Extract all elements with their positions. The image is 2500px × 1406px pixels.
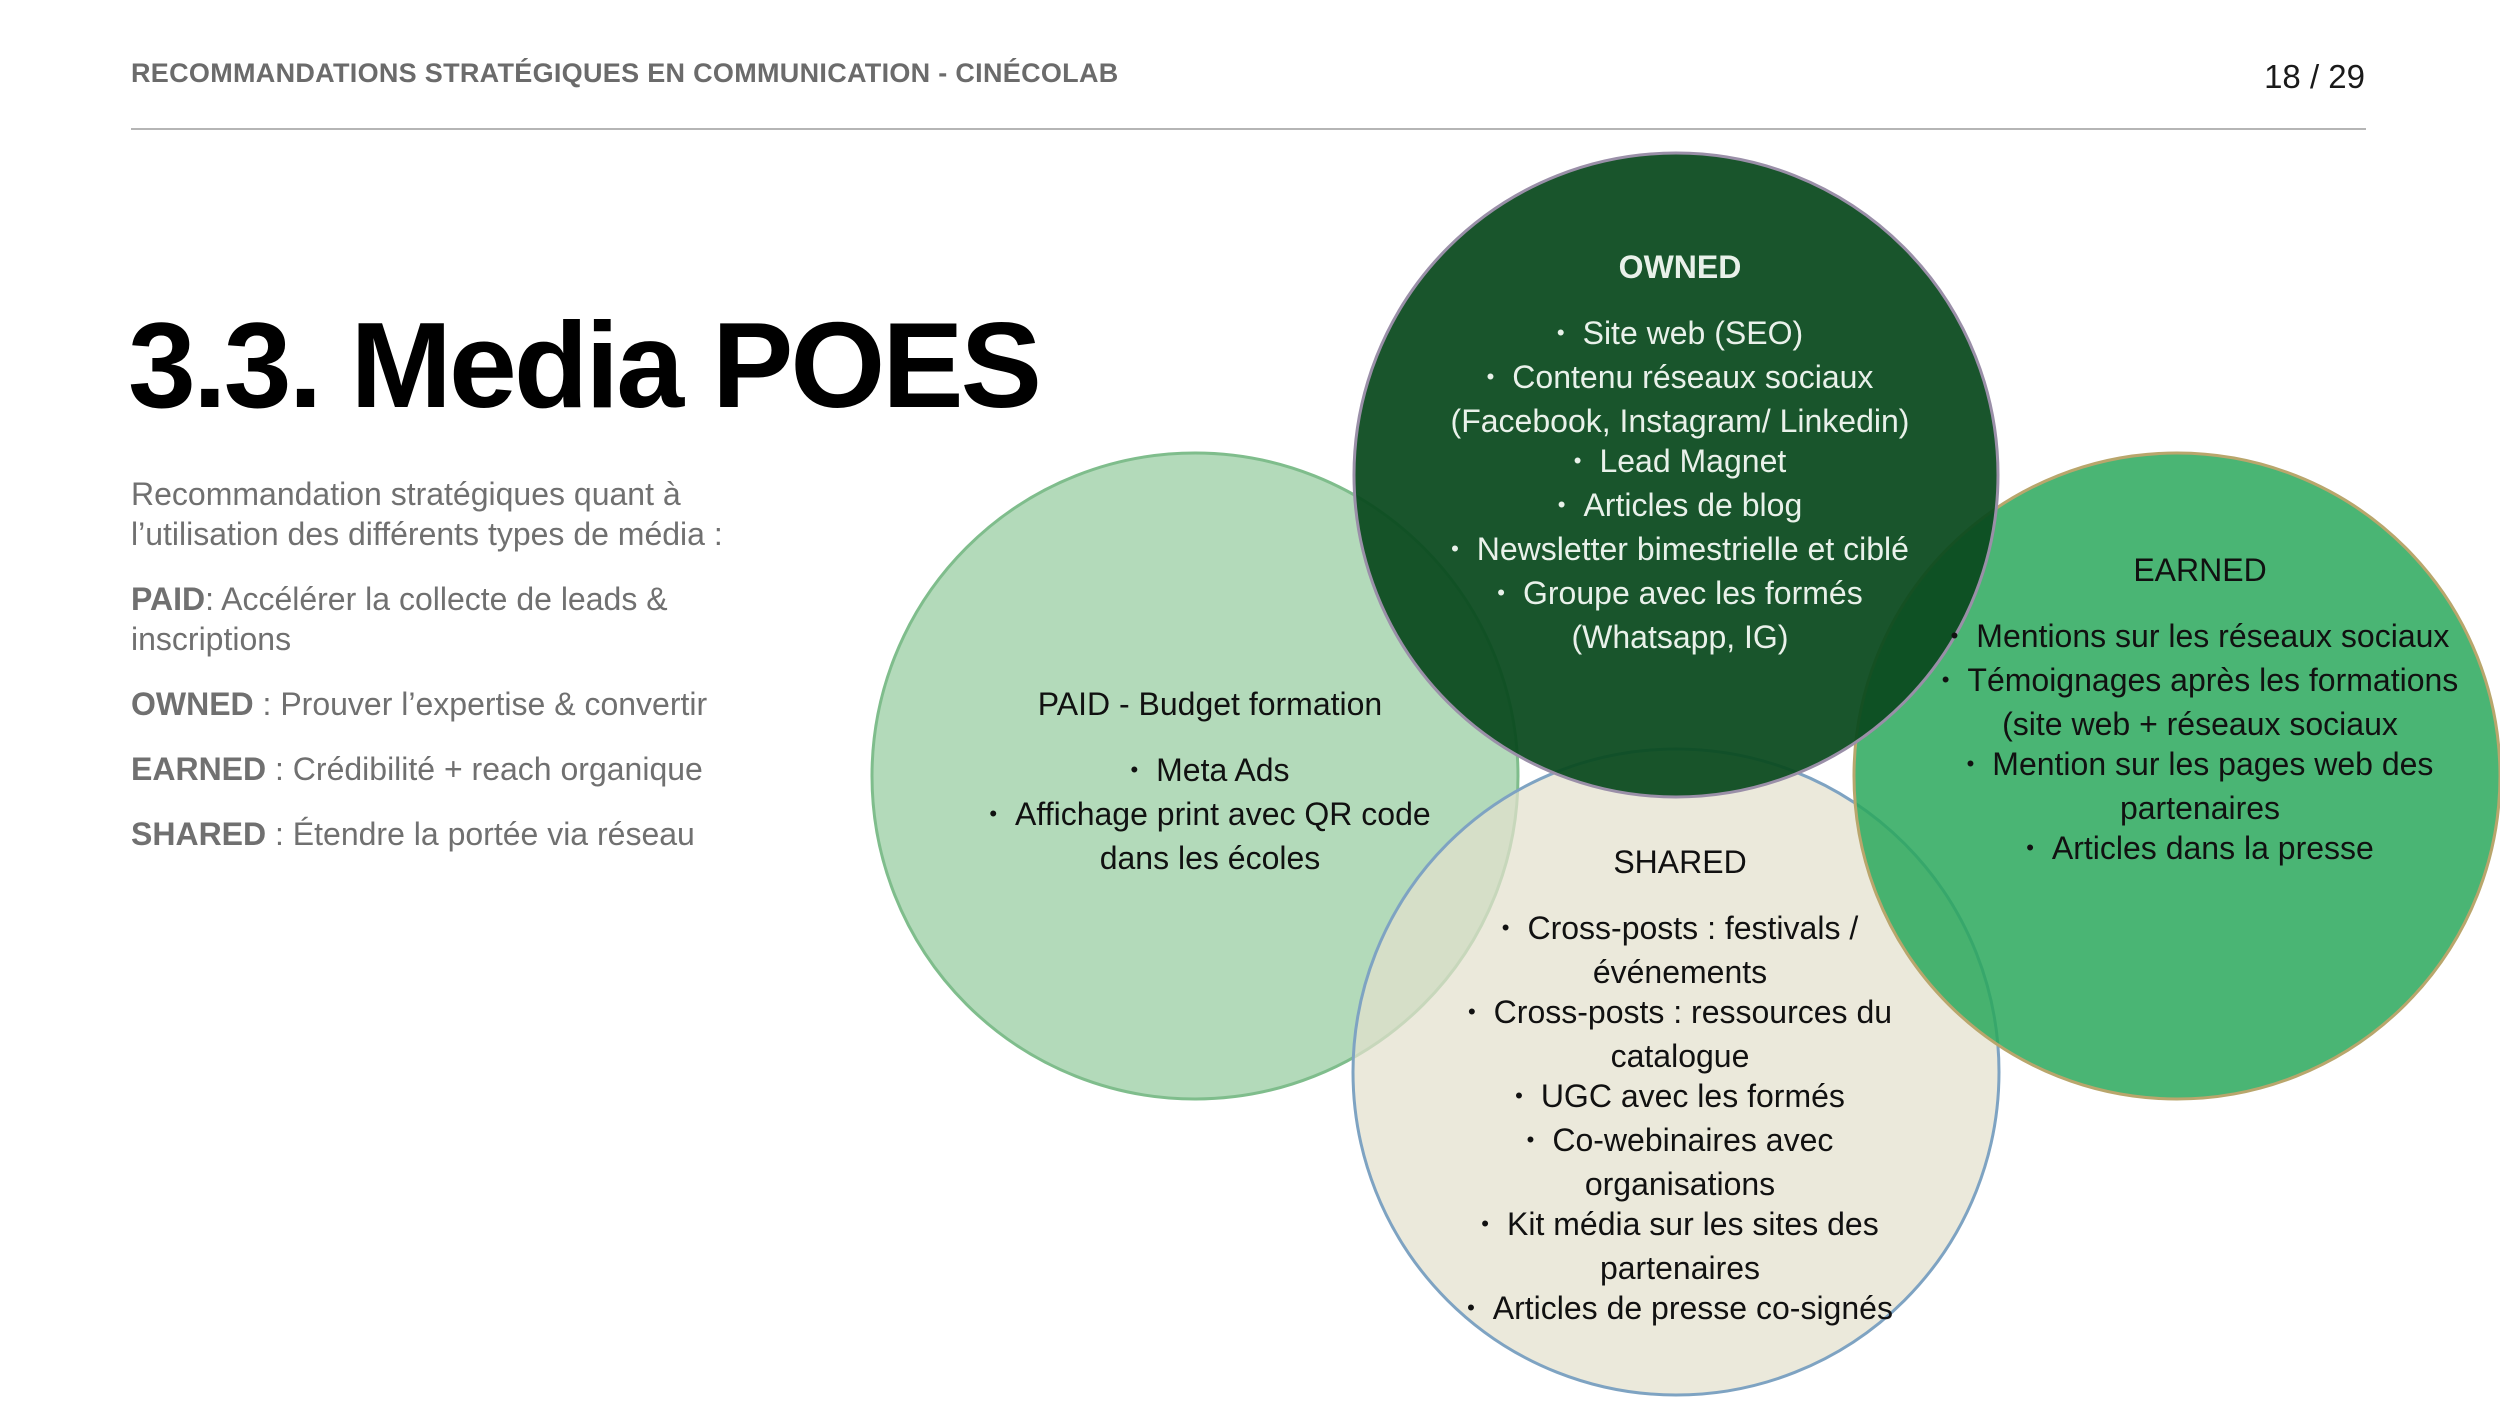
shared-bullets [1440,908,1920,1332]
owned-key: OWNED [131,686,254,722]
page-number: 18 / 29 [2264,58,2365,95]
paid-label [960,684,1460,878]
earned-bullet: • Mentions sur les réseaux sociaux [1935,616,2465,660]
owned-desc: : Prouver l’expertise & convertir [253,686,708,722]
earned-bullets [1935,616,2465,872]
owned-bullet: • Lead Magnet [1420,441,1940,485]
shared-bullet: • Cross-posts : festivals / événements [1440,908,1920,992]
owned-bullet: • Groupe avec les formés (Whatsapp, IG) [1420,573,1940,657]
paid-bullet: • Meta Ads [960,750,1460,794]
paid-bullet: • Affichage print avec QR code dans les écoles [960,794,1460,878]
shared-bullet: • UGC avec les formés [1440,1076,1920,1120]
owned-title: OWNED [1618,249,1742,285]
paid-title: PAID - Budget formation [1037,686,1383,722]
header-title: RECOMMANDATIONS STRATÉGIQUES EN COMMUNICATION - CINÉCOLAB [131,58,1119,88]
owned-bullet: • Site web (SEO) [1420,313,1940,357]
earned-key: EARNED [131,751,267,787]
owned-bullet: • Newsletter bimestrielle et ciblé [1420,529,1940,573]
shared-bullet: • Kit média sur les sites des partenaires [1440,1204,1920,1288]
intro-text: Recommandation stratégiques quant à l’utilisation des différents types de média : [131,476,723,552]
earned-bullet: • Articles dans la presse [1935,828,2465,872]
shared-key: SHARED [131,816,267,852]
owned-bullets [1420,313,1940,657]
shared-title: SHARED [1613,844,1747,880]
slide-title: 3.3. Media POES [128,297,1040,433]
earned-desc: : Crédibilité + reach organique [266,751,703,787]
paid-bullets [960,750,1460,878]
earned-bullet: • Témoignages après les formations (site web + réseaux sociaux [1935,660,2465,744]
shared-bullet: • Cross-posts : ressources du catalogue [1440,992,1920,1076]
shared-desc: : Étendre la portée via réseau [266,816,695,852]
owned-bullet: • Contenu réseaux sociaux (Facebook, Instagram/ Linkedin) [1420,357,1940,441]
shared-bullet: • Co-webinaires avec organisations [1440,1120,1920,1204]
paid-desc: : Accélérer la collecte de leads & inscriptions [131,581,668,657]
owned-label [1420,247,1940,657]
shared-label [1440,842,1920,1332]
paid-key: PAID [131,581,206,617]
earned-title: EARNED [2133,552,2267,588]
owned-bullet: • Articles de blog [1420,485,1940,529]
earned-bullet: • Mention sur les pages web des partenaires [1935,744,2465,828]
shared-bullet: • Articles de presse co-signés [1440,1288,1920,1332]
earned-label [1935,550,2465,872]
